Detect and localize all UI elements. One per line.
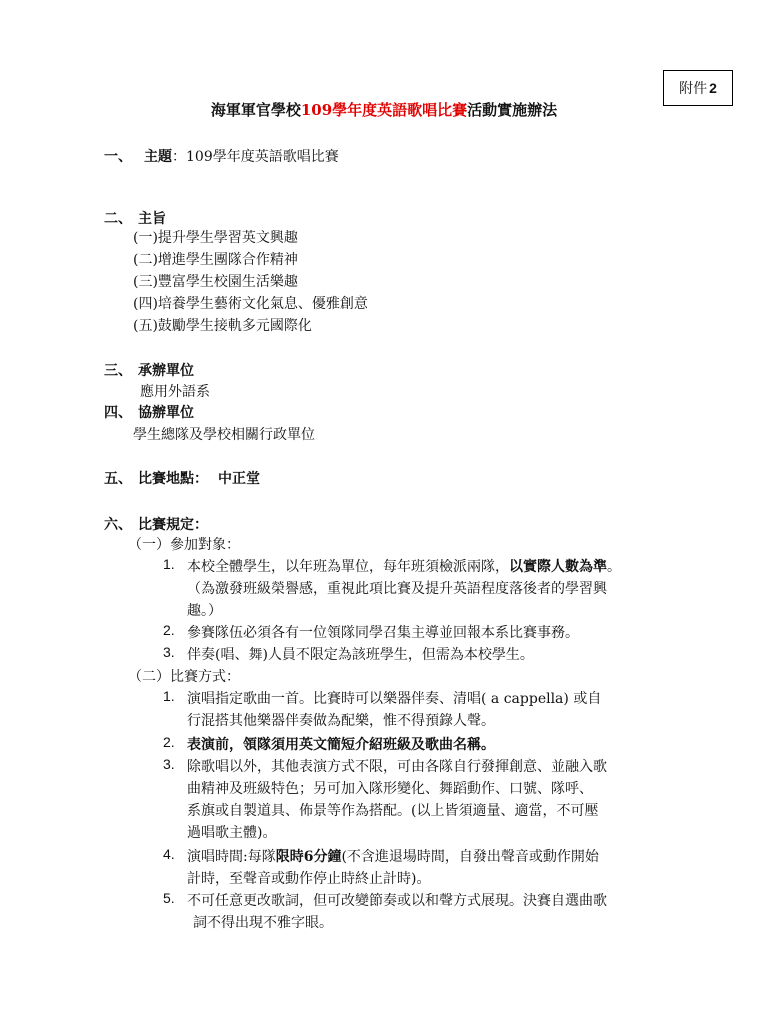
section-6-title: 比賽規定：	[138, 517, 208, 533]
section-1-sep: ：	[172, 149, 186, 165]
venue-value: 中正堂	[218, 471, 260, 487]
sub2-item-4-line-1	[187, 846, 599, 866]
sub2-item-1-line-1: 演唱指定歌曲一首。比賽時可以樂器伴奏、清唱( a cappella) 或自	[187, 691, 602, 707]
section-4-heading	[104, 402, 194, 422]
section-4-title: 協辦單位	[138, 405, 194, 421]
section-4-mark: 四、	[104, 405, 132, 421]
section-2-mark: 二、	[104, 211, 132, 227]
section-3-title: 承辦單位	[138, 363, 194, 379]
section-1-theme	[104, 146, 339, 166]
sub2-item-4-line-2: 計時，至聲音或動作停止時終止計時)。	[187, 871, 431, 887]
sub2-item-3-line-4: 過唱歌主體)。	[187, 825, 277, 841]
co-organizer-value: 學生總隊及學校相關行政單位	[133, 427, 315, 443]
rules-sub1-label: （一）參加對象：	[128, 537, 240, 553]
section-5-title: 比賽地點：	[138, 471, 208, 487]
sub1-item-1-line-3: 趣。）	[187, 603, 222, 619]
sub2-item-4-text-a: 演唱時間:每隊	[187, 849, 276, 865]
sub1-item-1-text-c: 。	[607, 559, 621, 575]
sub1-item-2-num: 2.	[163, 622, 175, 638]
sub1-item-1-line-2: （為激發班級榮譽感，重視此項比賽及提升英語程度落後者的學習興	[187, 581, 607, 597]
title-highlight: 109學年度英語歌唱比賽	[300, 101, 468, 119]
sub1-item-3-num: 3.	[163, 644, 175, 660]
sub2-item-4-text-c: (不含進退場時間，自發出聲音或動作開始	[341, 849, 599, 865]
section-3-mark: 三、	[104, 363, 132, 379]
section-2-heading	[104, 208, 166, 228]
purpose-item-1: (一)提升學生學習英文興趣	[133, 230, 298, 246]
purpose-item-4: (四)培養學生藝術文化氣息、優雅創意	[133, 296, 368, 312]
purpose-item-5: (五)鼓勵學生接軌多元國際化	[133, 318, 312, 334]
section-6-mark: 六、	[104, 517, 132, 533]
section-5-mark: 五、	[104, 471, 132, 487]
purpose-item-3: (三)豐富學生校園生活樂趣	[133, 274, 298, 290]
organizer-value: 應用外語系	[140, 384, 210, 400]
sub2-item-3-line-2: 曲精神及班級特色；另可加入隊形變化、舞蹈動作、口號、隊呼、	[187, 781, 593, 797]
title-prefix: 海軍軍官學校	[210, 101, 301, 119]
attachment-number: 2	[709, 80, 717, 96]
rules-sub2-label: （二）比賽方式：	[128, 669, 240, 685]
sub1-item-1-line-1	[187, 556, 621, 576]
sub1-item-3-text: 伴奏(唱、舞)人員不限定為該班學生，但需為本校學生。	[187, 647, 534, 663]
section-1-label: 主題	[144, 149, 172, 165]
section-1-mark: 一、	[104, 149, 132, 165]
attachment-label: 附件	[679, 81, 708, 97]
sub2-item-2-num: 2.	[163, 734, 175, 750]
sub1-item-1-num: 1.	[163, 556, 175, 572]
sub2-item-4-num: 4.	[163, 846, 175, 862]
document-title	[0, 99, 768, 120]
sub1-item-1-text-a: 本校全體學生，以年班為單位，每年班須檢派兩隊，	[187, 559, 509, 575]
section-3-heading	[104, 360, 194, 380]
purpose-item-2: (二)增進學生團隊合作精神	[133, 252, 298, 268]
title-suffix: 活動實施辦法	[467, 101, 558, 119]
sub2-item-5-num: 5.	[163, 890, 175, 906]
sub1-item-2-text: 參賽隊伍必須各有一位領隊同學召集主導並回報本系比賽事務。	[187, 625, 579, 641]
section-6-heading	[104, 514, 208, 534]
sub1-item-1-text-bold: 以實際人數為準	[509, 559, 607, 575]
section-1-value: 109學年度英語歌唱比賽	[186, 149, 339, 165]
section-2-title: 主旨	[138, 211, 166, 227]
sub2-item-3-line-1: 除歌唱以外，其他表演方式不限，可由各隊自行發揮創意、並融入歌	[187, 759, 607, 775]
sub2-item-5-line-2: 詞不得出現不雅字眼。	[193, 915, 333, 931]
sub2-item-2-text: 表演前，領隊須用英文簡短介紹班級及歌曲名稱。	[187, 737, 495, 753]
sub2-item-1-num: 1.	[163, 688, 175, 704]
sub2-item-5-line-1: 不可任意更改歌詞，但可改變節奏或以和聲方式展現。決賽自選曲歌	[187, 893, 607, 909]
section-5-heading	[104, 468, 260, 488]
sub2-item-3-line-3: 系旗或自製道具、佈景等作為搭配。(以上皆須適量、適當，不可壓	[187, 803, 599, 819]
sub2-item-1-line-2: 行混搭其他樂器伴奏做為配樂，惟不得預錄人聲。	[187, 713, 495, 729]
sub2-item-3-num: 3.	[163, 756, 175, 772]
sub2-item-4-text-bold: 限時6分鐘	[275, 849, 342, 865]
